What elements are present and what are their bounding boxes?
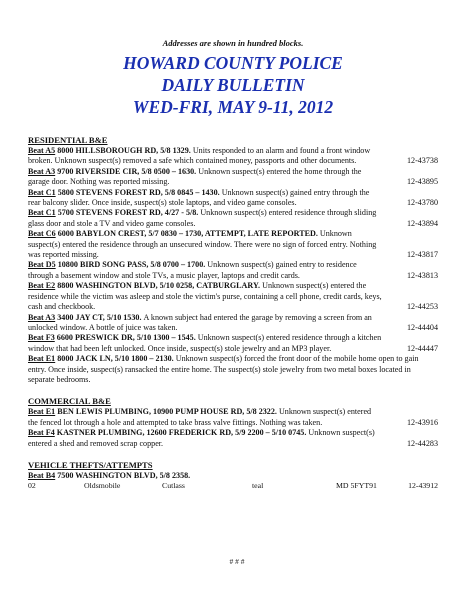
case-number: 12-44404	[406, 322, 438, 332]
incident-entry	[28, 260, 438, 281]
vehicle-list	[28, 471, 438, 491]
vehicle-model: Cutlass	[162, 481, 185, 491]
case-number: 12-43912	[408, 481, 438, 491]
incident-description: Unknown suspect(s) gained entry through the rear balcony slider. Once inside, suspect(s) stole laptops, and video game consoles.	[28, 187, 370, 208]
beat-label: Beat A3	[28, 312, 56, 322]
incident-text	[28, 407, 438, 428]
incident-text	[28, 428, 438, 449]
incident-location: 8800 WASHINGTON BLVD, 5/10 0258, CATBURGLARY.	[57, 281, 263, 291]
case-number: 12-44447	[406, 343, 438, 353]
incident-entry	[28, 281, 438, 312]
case-number: 12-43780	[406, 198, 438, 208]
incident-location: 5700 STEVENS FOREST RD, 4/27 - 5/8.	[57, 208, 201, 218]
vehicle-make: Oldsmobile	[84, 481, 121, 491]
commercial-list	[28, 407, 438, 449]
incident-description: Unknown suspect(s) forced the front door of the mobile home open to gain entry. Once inside, suspect(s) ransacked the entire home. The suspect(s) stole jewelry from two metal boxes located in separate bedrooms.	[28, 354, 419, 384]
incident-text	[28, 281, 438, 312]
section-heading-commercial: COMMERCIAL B&E	[28, 396, 111, 407]
incident-entry	[28, 167, 438, 188]
beat-label: Beat A5	[28, 146, 56, 155]
case-number: 12-43916	[406, 417, 438, 427]
title-line-bulletin: DAILY BULLETIN	[161, 75, 305, 95]
end-mark: # # #	[229, 557, 245, 566]
case-number: 12-43813	[406, 270, 438, 280]
beat-label: Beat C6	[28, 229, 56, 239]
incident-text	[28, 354, 438, 385]
incident-description: Unknown suspect(s) entered a shed and removed scrap copper.	[28, 428, 375, 448]
incident-description: Unknown suspect(s) entered the residence through an unsecured window. There were no sign of forced entry. Nothing was reported missing.	[28, 229, 377, 260]
incident-entry	[28, 208, 438, 229]
beat-label: Beat E2	[28, 281, 56, 291]
case-number: 12-43738	[406, 156, 438, 166]
case-number: 12-43895	[406, 177, 438, 187]
beat-label: Beat C1	[28, 187, 56, 197]
beat-label: Beat F3	[28, 333, 55, 343]
incident-description: Unknown suspect(s) entered the home through the garage door. Nothing was reported missing.	[28, 166, 362, 187]
residential-list	[28, 146, 438, 385]
beat-label: Beat F4	[28, 428, 55, 438]
incident-location: 5800 STEVENS FOREST RD, 5/8 0845 – 1430.	[57, 187, 222, 197]
beat-label: Beat E1	[28, 407, 56, 417]
incident-text	[28, 333, 438, 354]
hundred-blocks-note: Addresses are shown in hundred blocks.	[162, 38, 304, 48]
incident-location: 8000 JACK LN, 5/10 1800 – 2130.	[57, 354, 176, 364]
case-number: 12-43817	[406, 250, 438, 260]
vehicle-color: teal	[252, 481, 264, 491]
incident-location: 6000 BABYLON CREST, 5/7 0830 – 1730, ATTEMPT, LATE REPORTED.	[57, 229, 320, 239]
incident-location: BEN LEWIS PLUMBING, 10900 PUMP HOUSE RD, 5/8 2322.	[57, 407, 279, 417]
incident-text	[28, 146, 438, 167]
incident-location: 8000 HILLSBOROUGH RD, 5/8 1329.	[57, 146, 193, 155]
case-number: 12-44253	[406, 302, 438, 312]
beat-label: Beat C1	[28, 208, 56, 218]
incident-entry	[28, 471, 438, 481]
incident-entry	[28, 407, 438, 428]
title-line-agency: HOWARD COUNTY POLICE	[123, 53, 343, 73]
incident-text	[28, 260, 438, 281]
beat-label: Beat A3	[28, 166, 56, 176]
vehicle-row	[28, 481, 438, 491]
incident-location: 10800 BIRD SONG PASS, 5/8 0700 – 1700.	[57, 260, 208, 270]
incident-location: 3400 JAY CT, 5/10 1530.	[57, 312, 144, 322]
incident-text	[28, 313, 438, 334]
case-number: 12-43894	[406, 218, 438, 228]
incident-text	[28, 229, 438, 260]
incident-text	[28, 188, 438, 209]
incident-entry	[28, 146, 438, 167]
incident-description: Unknown suspect(s) entered residence through sliding glass door and stole a TV and video game consoles.	[28, 208, 377, 228]
incident-text	[28, 208, 438, 229]
incident-text	[28, 167, 438, 188]
incident-description: Unknown suspect(s) entered residence through a kitchen window that had been left unlocked. Once inside, suspect(s) stole jewelry and an MP3 player.	[28, 333, 382, 353]
incident-description: Unknown suspect(s) entered the residence while the victim was asleep and stole the victim's purse, containing a cell phone, credit cards, keys, cash and checkbook.	[28, 281, 382, 312]
incident-description: Unknown suspect(s) gained entry to residence through a basement window and stole TVs, a music player, laptops and credit cards.	[28, 260, 357, 280]
incident-description: Unknown suspect(s) entered the fenced lot through a hole and attempted to take brass valve fittings. Nothing was taken.	[28, 407, 372, 427]
case-number: 12-44283	[406, 438, 438, 448]
incident-description: Units responded to an alarm and found a front window broken. Unknown suspect(s) removed a safe which contained money, passports and other documents.	[28, 146, 371, 166]
bulletin-title	[28, 52, 438, 118]
incident-entry	[28, 428, 438, 449]
section-heading-residential: RESIDENTIAL B&E	[28, 135, 108, 145]
section-heading-vehicle: VEHICLE THEFTS/ATTEMPTS	[28, 459, 153, 470]
incident-entry	[28, 313, 438, 334]
incident-location: 7500 WASHINGTON BLVD, 5/8 2358.	[57, 470, 191, 480]
incident-text	[28, 471, 438, 481]
incident-entry	[28, 229, 438, 260]
incident-description: A known subject had entered the garage by removing a screen from an unlocked window. A bottle of juice was taken.	[28, 312, 372, 332]
incident-entry	[28, 333, 438, 354]
beat-label: Beat E1	[28, 354, 56, 364]
title-line-dates: WED-FRI, MAY 9-11, 2012	[132, 97, 334, 117]
incident-entry	[28, 188, 438, 209]
vehicle-year: 02	[28, 481, 36, 491]
incident-location: KASTNER PLUMBING, 12600 FREDERICK RD, 5/9 2200 – 5/10 0745.	[56, 428, 309, 438]
incident-location: 6600 PRESWICK DR, 5/10 1300 – 1545.	[56, 333, 198, 343]
beat-label: Beat D5	[28, 260, 56, 270]
vehicle-tag: MD 5FYT91	[336, 481, 377, 491]
incident-location: 9700 RIVERSIDE CIR, 5/8 0500 – 1630.	[57, 166, 199, 176]
beat-label: Beat B4	[28, 470, 56, 480]
incident-entry	[28, 354, 438, 385]
